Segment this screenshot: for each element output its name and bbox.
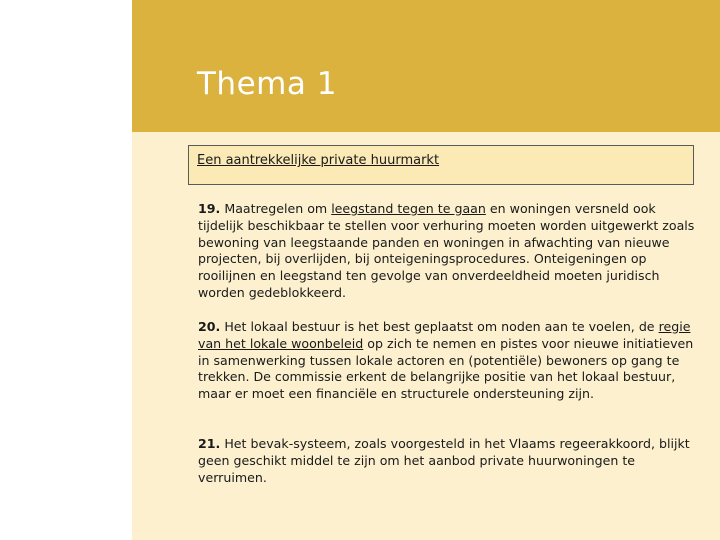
paragraph-text: en woningen versneld ook tijdelijk beschikbaar te stellen voor verhuring moeten worden uitgewerkt zoals bewoning van leegstaande panden en woningen in afwachting van nieuwe projecten, bij overlijden, bij onteigeningsprocedures. Onteigeningen op rooilijnen en leegstand ten gevolge van onverdeeldheid moeten juridisch worden gedeblokkeerd. xyxy=(198,201,695,300)
paragraph-number: 21. xyxy=(198,436,221,451)
paragraph-text: Maatregelen om xyxy=(224,201,328,216)
paragraph-text: Het bevak-systeem, zoals voorgesteld in het Vlaams regeerakkoord, blijkt geen geschikt middel te zijn om het aanbod private huurwoningen te verruimen. xyxy=(198,436,690,485)
subtitle-text: Een aantrekkelijke private huurmarkt xyxy=(197,153,440,168)
left-margin xyxy=(0,0,132,540)
paragraph-number: 19. xyxy=(198,201,221,216)
subtitle-box xyxy=(188,145,694,185)
paragraph-19 xyxy=(198,201,698,302)
slide-title: Thema 1 xyxy=(197,66,337,102)
underlined-phrase: regie van het lokale woonbeleid xyxy=(198,319,691,351)
paragraph-21 xyxy=(198,436,698,486)
paragraph-number: 20. xyxy=(198,319,221,334)
underlined-phrase: leegstand tegen te gaan xyxy=(331,201,486,216)
paragraph-text: op zich te nemen en pistes voor nieuwe initiatieven in samenwerking tussen lokale actoren en (potentiële) bewoners op gang te trekken. De commissie erkent de belangrijke positie van het lokaal bestuur, maar er moet een financiële en structurele ondersteuning zijn. xyxy=(198,335,694,402)
paragraph-text: Het lokaal bestuur is het best geplaatst om noden aan te voelen, de xyxy=(224,319,655,334)
paragraph-20 xyxy=(198,319,698,403)
